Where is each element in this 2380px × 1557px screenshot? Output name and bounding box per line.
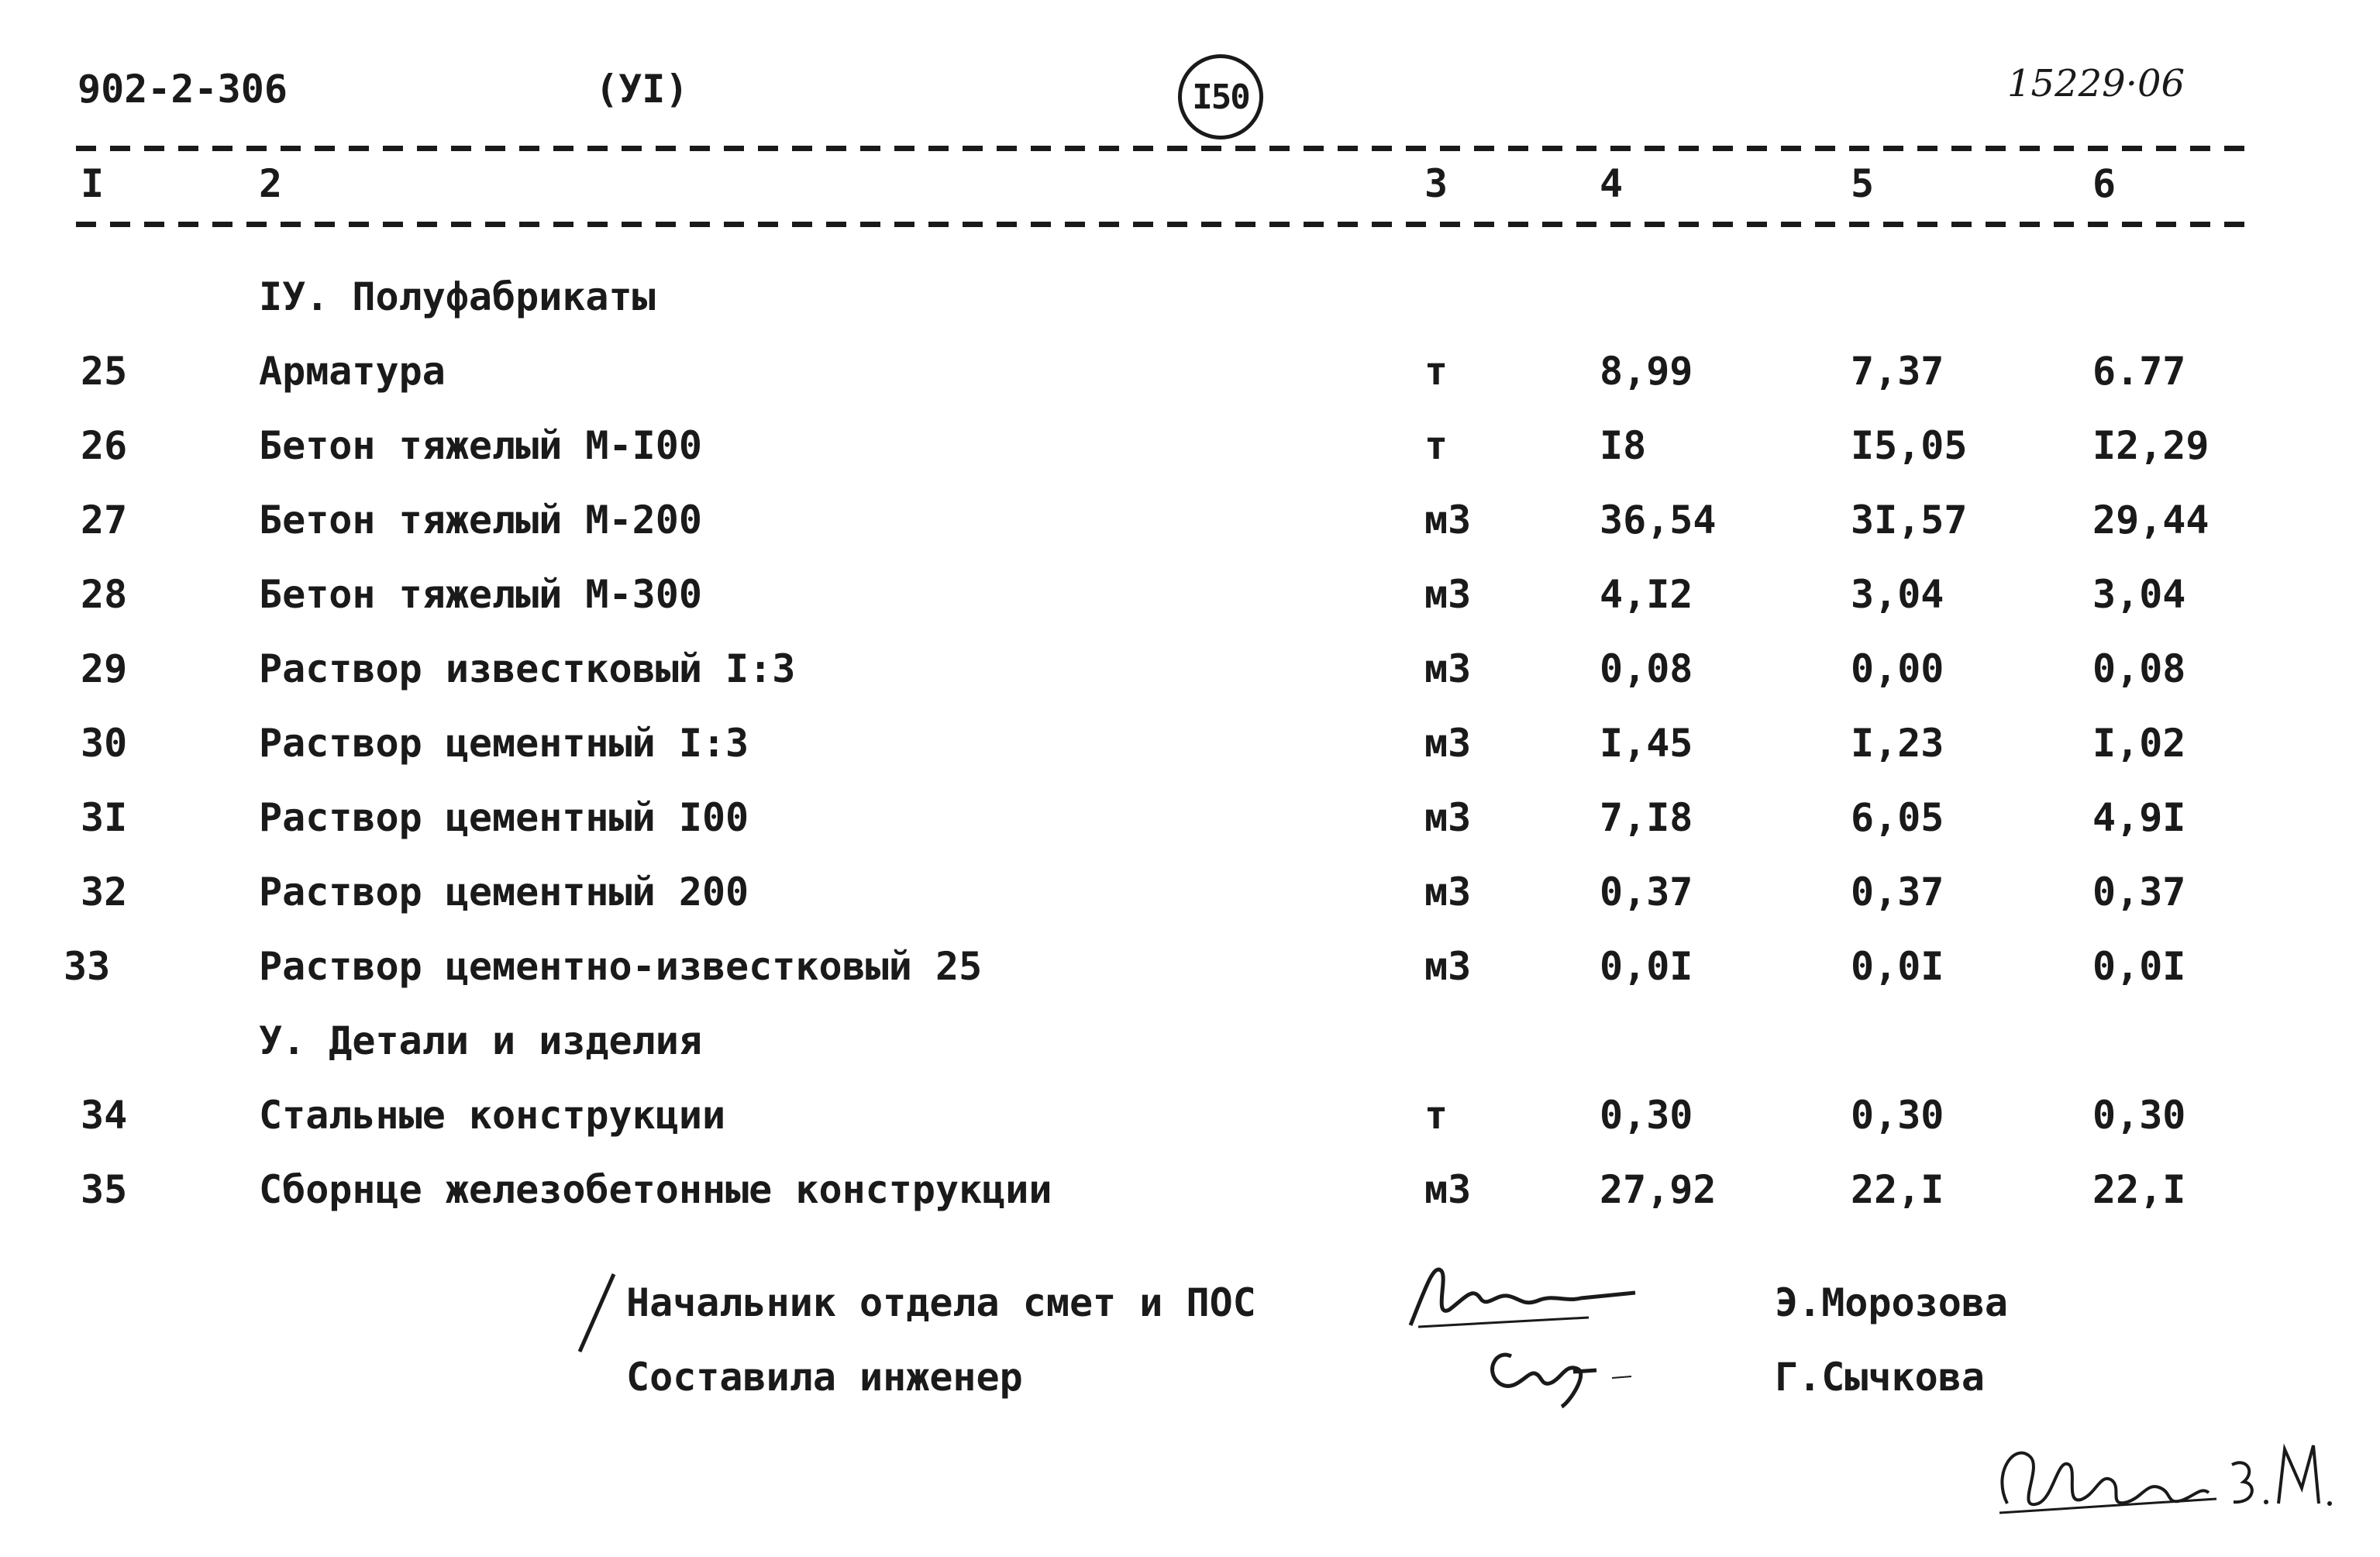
row-name: Сборнце железобетонные конструкции (259, 1167, 1052, 1212)
row-unit: м3 (1424, 721, 1472, 766)
column-header-4: 4 (1600, 161, 1624, 206)
row-name: Бетон тяжелый М-200 (259, 498, 702, 543)
row-value-col6: 6.77 (2092, 349, 2186, 394)
row-value-col6: 3,04 (2092, 572, 2186, 617)
row-value-col4: 27,92 (1600, 1167, 1717, 1212)
row-unit: м3 (1424, 572, 1472, 617)
row-unit: м3 (1424, 870, 1472, 915)
row-value-col6: 22,I (2092, 1167, 2186, 1212)
row-value-col5: 22,I (1851, 1167, 1944, 1212)
signature-sychkova (1480, 1325, 1651, 1411)
page-number: I50 (1192, 77, 1249, 117)
row-number: 34 (81, 1093, 128, 1138)
column-header-3: 3 (1424, 161, 1448, 206)
row-value-col4: 0,37 (1600, 870, 1693, 915)
row-value-col4: 4,I2 (1600, 572, 1693, 617)
row-value-col4: I,45 (1600, 721, 1693, 766)
row-unit: м3 (1424, 795, 1472, 840)
row-number: 27 (81, 498, 128, 543)
row-unit: т (1424, 1093, 1448, 1138)
row-value-col6: I,02 (2092, 721, 2186, 766)
row-value-col4: 0,30 (1600, 1093, 1693, 1138)
row-name: Раствор цементный I00 (259, 795, 749, 840)
row-number: 26 (81, 423, 128, 468)
row-number: 35 (81, 1167, 128, 1212)
doc-code: 902-2-306 (77, 67, 288, 112)
row-value-col4: 7,I8 (1600, 795, 1693, 840)
checker-signature (1984, 1426, 2340, 1535)
row-value-col6: I2,29 (2092, 423, 2210, 468)
row-value-col4: I8 (1600, 423, 1647, 468)
row-number: 25 (81, 349, 128, 394)
row-number: 30 (81, 721, 128, 766)
archive-number: 15229·06 (2007, 62, 2185, 105)
row-number: 3I (81, 795, 128, 840)
signer-role: Начальник отдела смет и ПОС (626, 1280, 1256, 1325)
row-name: Раствор цементно-известковый 25 (259, 944, 983, 989)
column-header-1: I (81, 161, 105, 206)
header-rule-bottom (76, 222, 2254, 227)
row-value-col5: 0,00 (1851, 646, 1944, 691)
row-name: Раствор цементный 200 (259, 870, 749, 915)
row-value-col4: 0,0I (1600, 944, 1693, 989)
row-number: 32 (81, 870, 128, 915)
row-value-col6: 0,08 (2092, 646, 2186, 691)
row-value-col5: 3I,57 (1851, 498, 1968, 543)
column-header-6: 6 (2092, 161, 2117, 206)
signer-role: Составила инженер (626, 1355, 1023, 1400)
page-number-stamp (1178, 54, 1263, 140)
row-name: Бетон тяжелый М-I00 (259, 423, 702, 468)
row-unit: т (1424, 349, 1448, 394)
row-value-col6: 0,37 (2092, 870, 2186, 915)
signer-name: Э.Морозова (1775, 1280, 2009, 1325)
row-unit: м3 (1424, 646, 1472, 691)
row-value-col5: 7,37 (1851, 349, 1944, 394)
row-value-col6: 0,0I (2092, 944, 2186, 989)
section-code: (УI) (595, 67, 689, 112)
column-header-5: 5 (1851, 161, 1875, 206)
row-unit: м3 (1424, 944, 1472, 989)
row-value-col5: 0,0I (1851, 944, 1944, 989)
row-value-col5: 6,05 (1851, 795, 1944, 840)
row-value-col5: I,23 (1851, 721, 1944, 766)
slash-mark (573, 1271, 620, 1356)
row-value-col6: 4,9I (2092, 795, 2186, 840)
row-value-col5: I5,05 (1851, 423, 1968, 468)
column-header-2: 2 (259, 161, 283, 206)
row-unit: м3 (1424, 498, 1472, 543)
row-value-col6: 29,44 (2092, 498, 2210, 543)
row-value-col4: 8,99 (1600, 349, 1693, 394)
row-name: Арматура (259, 349, 446, 394)
row-value-col6: 0,30 (2092, 1093, 2186, 1138)
row-number: 28 (81, 572, 128, 617)
row-value-col4: 36,54 (1600, 498, 1717, 543)
row-value-col4: 0,08 (1600, 646, 1693, 691)
section-title: IУ. Полуфабрикаты (259, 274, 656, 319)
row-value-col5: 3,04 (1851, 572, 1944, 617)
row-name: Раствор известковый I:3 (259, 646, 796, 691)
row-name: Стальные конструкции (259, 1093, 726, 1138)
section-title: У. Детали и изделия (259, 1018, 702, 1063)
row-unit: м3 (1424, 1167, 1472, 1212)
row-number: 33 (64, 944, 111, 989)
row-value-col5: 0,30 (1851, 1093, 1944, 1138)
row-name: Раствор цементный I:3 (259, 721, 749, 766)
row-unit: т (1424, 423, 1448, 468)
row-number: 29 (81, 646, 128, 691)
row-name: Бетон тяжелый М-300 (259, 572, 702, 617)
header-rule-top (76, 146, 2254, 151)
signer-name: Г.Сычкова (1775, 1355, 1985, 1400)
row-value-col5: 0,37 (1851, 870, 1944, 915)
